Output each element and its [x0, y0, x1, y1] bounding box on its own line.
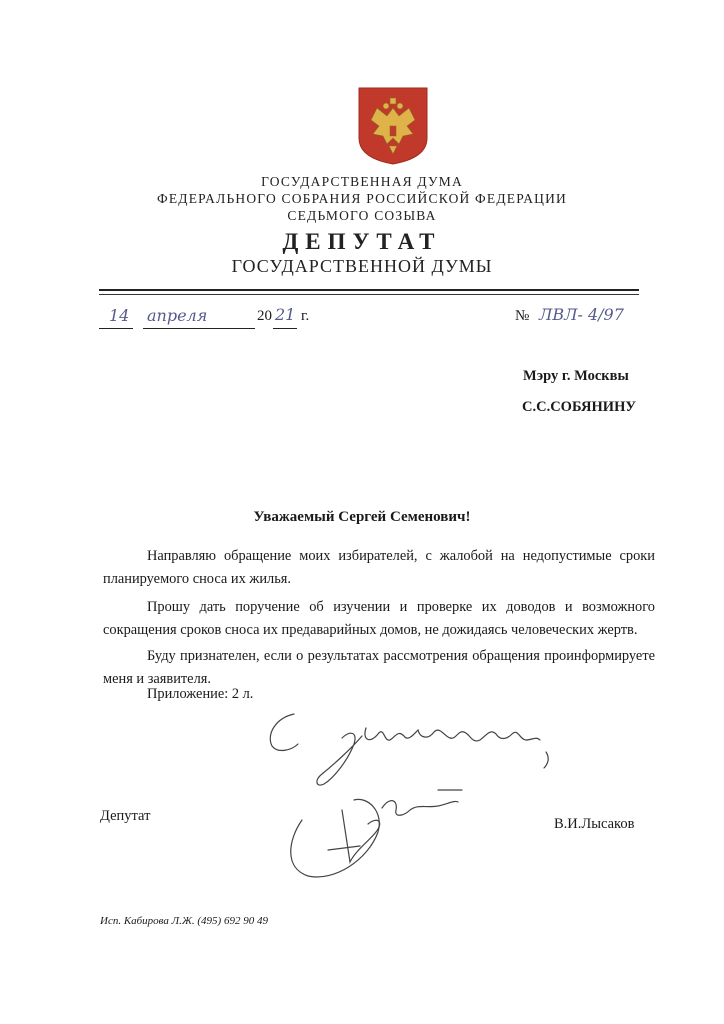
date-year-prefix: 20 [257, 308, 272, 324]
registration-number [515, 305, 665, 332]
attachment-note: Приложение: 2 л. [147, 686, 254, 702]
addressee-position: Мэру г. Москвы [523, 368, 629, 384]
signatory-position: Депутат [100, 808, 151, 824]
date-month: апреля [147, 306, 208, 325]
signatory-name: В.И.Лысаков [554, 816, 635, 832]
paragraph-2: Прошу дать поручение об изучении и проверке их доводов и возможного сокращения сроков сноса их предаварийных домов, не дожидаясь человеческих жертв. [103, 599, 655, 638]
letterhead-subtitle: ГОСУДАРСТВЕННОЙ ДУМЫ [231, 256, 493, 276]
executor-contact: Исп. Кабирова Л.Ж. (495) 692 90 49 [100, 915, 268, 927]
date-day: 14 [109, 306, 130, 325]
organization-line-1: ГОСУДАРСТВЕННАЯ ДУМА [261, 174, 463, 189]
letterhead-title: ДЕПУТАТ [282, 229, 442, 254]
salutation: Уважаемый Сергей Семенович! [253, 509, 471, 525]
date-year-suffix: 21 [275, 305, 296, 324]
paragraph-1: Направляю обращение моих избирателей, с жалобой на недопустимые сроки планируемого сноса их жилья. [103, 548, 655, 587]
registration-date [99, 305, 319, 332]
number-label: № [515, 308, 530, 324]
date-month-underline [143, 328, 255, 329]
header-divider-thin [99, 294, 639, 295]
paragraph-3: Буду признателен, если о результатах рассмотрения обращения проинформируете меня и заявителя. [103, 648, 655, 687]
russian-coat-of-arms-icon [357, 86, 429, 166]
organization-line-2: ФЕДЕРАЛЬНОГО СОБРАНИЯ РОССИЙСКОЙ ФЕДЕРАЦИИ [157, 191, 567, 206]
date-year-underline [273, 328, 297, 329]
header-divider-thick [99, 289, 639, 291]
date-year-unit: г. [301, 308, 310, 324]
date-day-underline [99, 328, 133, 329]
organization-line-3: СЕДЬМОГО СОЗЫВА [287, 208, 437, 223]
addressee-name: С.С.СОБЯНИНУ [522, 399, 636, 415]
number-value: ЛВЛ- 4/97 [539, 305, 624, 324]
handwritten-signature [258, 700, 568, 890]
